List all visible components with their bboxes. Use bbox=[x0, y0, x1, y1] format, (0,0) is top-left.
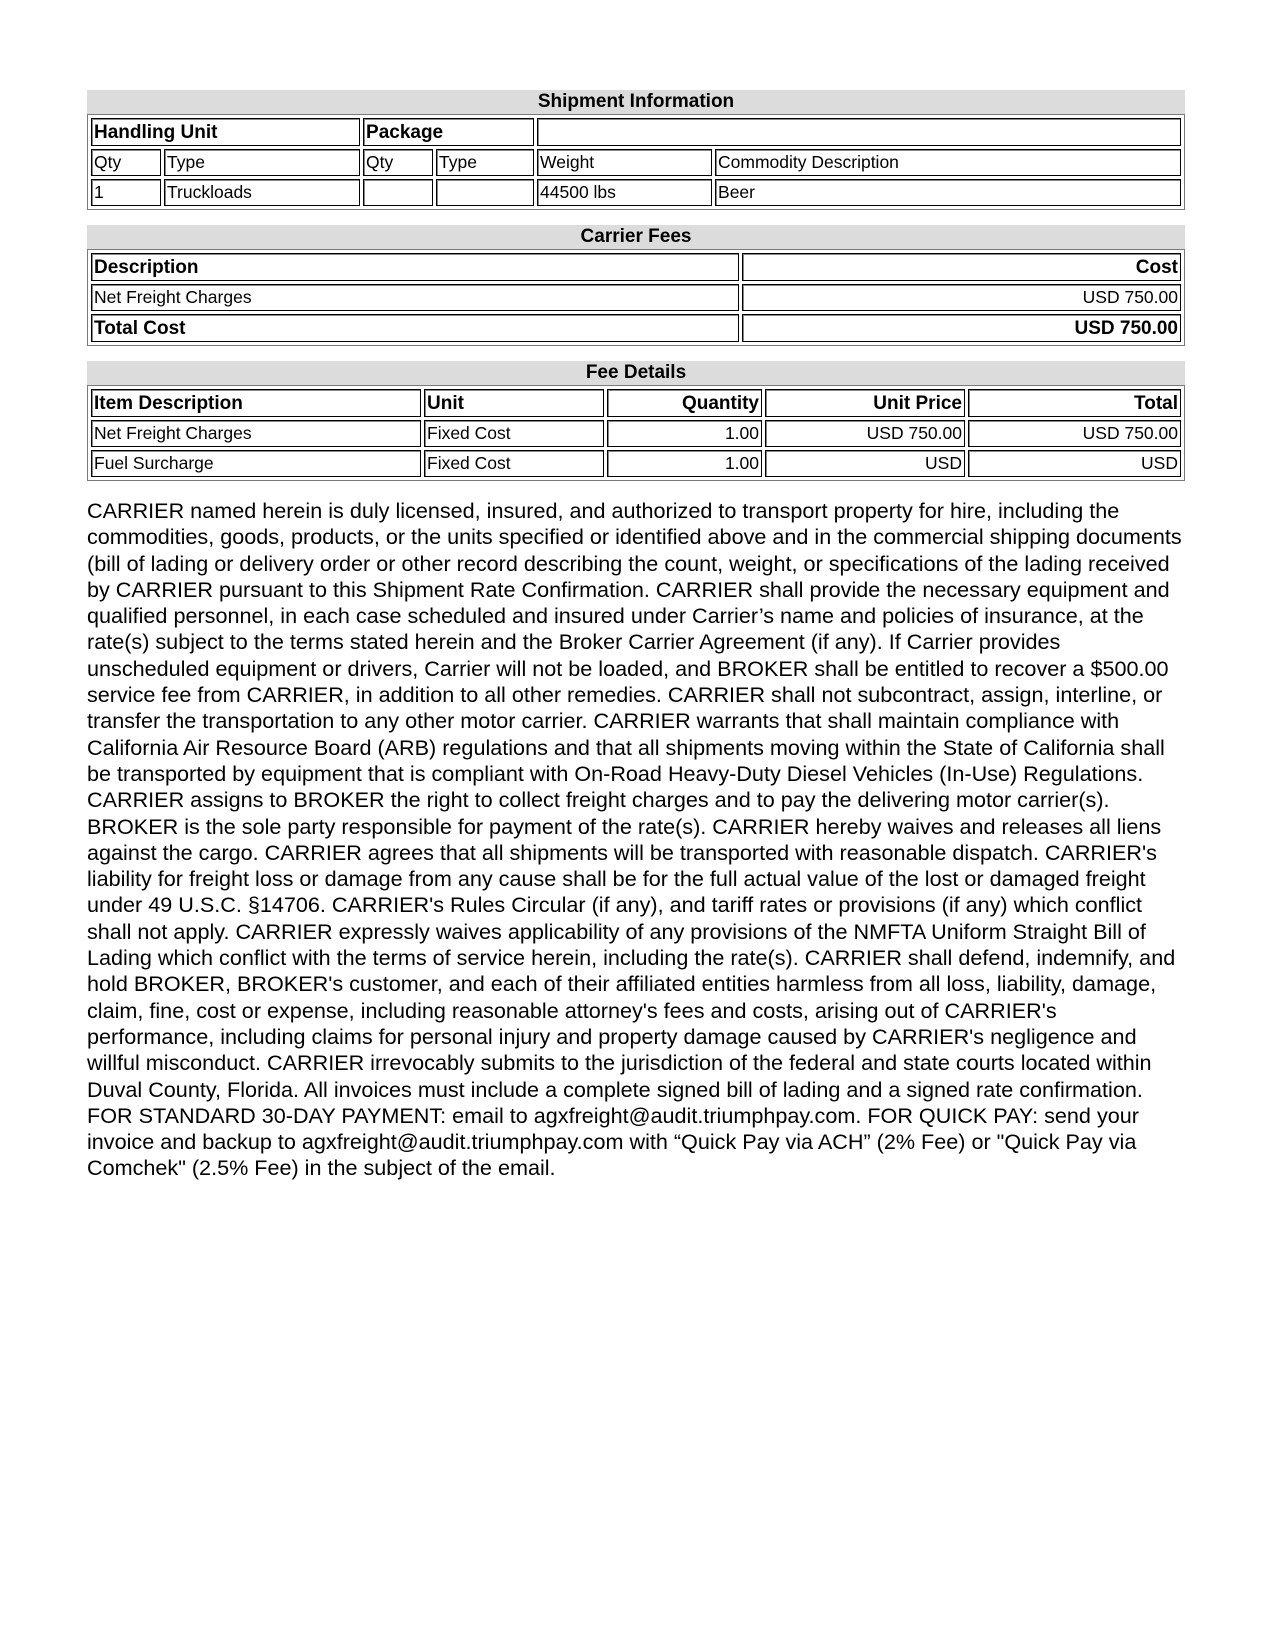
commodity-cell: Beer bbox=[715, 179, 1181, 206]
handling-unit-header: Handling Unit bbox=[91, 118, 360, 146]
empty-header-cell bbox=[537, 118, 1181, 146]
cost-header: Cost bbox=[742, 253, 1181, 281]
unit-header: Unit bbox=[424, 389, 604, 417]
table-row bbox=[91, 450, 1181, 477]
handling-type-cell: Truckloads bbox=[164, 179, 360, 206]
table-row bbox=[91, 420, 1181, 447]
carrier-fees-title: Carrier Fees bbox=[87, 225, 1185, 249]
column-header: Type bbox=[164, 149, 360, 176]
shipment-group-header-row bbox=[91, 118, 1181, 146]
column-header: Commodity Description bbox=[715, 149, 1181, 176]
total-cost-label: Total Cost bbox=[91, 314, 739, 342]
terms-paragraph: CARRIER named herein is duly licensed, insured, and authorized to transport property for hire, including the commodities, goods, products, or the units specified or identified above and in the commercial shipping documents (bill of lading or delivery order or other record describing the count, weight, or specifications of the lading received by CARRIER pursuant to this Shipment Rate Confirmation. CARRIER shall provide the necessary equipment and qualified personnel, in each case scheduled and insured under Carrier’s name and policies of insurance, at the rate(s) subject to the terms stated herein and the Broker Carrier Agreement (if any). If Carrier provides unscheduled equipment or drivers, Carrier will not be loaded, and BROKER shall be entitled to recover a $500.00 service fee from CARRIER, in addition to all other remedies. CARRIER shall not subcontract, assign, interline, or transfer the transportation to any other motor carrier. CARRIER warrants that shall maintain compliance with California Air Resource Board (ARB) regulations and that all shipments moving within the State of California shall be transported by equipment that is compliant with On-Road Heavy-Duty Diesel Vehicles (In-Use) Regulations. CARRIER assigns to BROKER the right to collect freight charges and to pay the delivering motor carrier(s). BROKER is the sole party responsible for payment of the rate(s). CARRIER hereby waives and releases all liens against the cargo. CARRIER agrees that all shipments will be transported with reasonable dispatch. CARRIER's liability for freight loss or damage from any cause shall be for the full actual value of the lost or damaged freight under 49 U.S.C. §14706. CARRIER's Rules Circular (if any), and tariff rates or provisions (if any) which conflict shall not apply. CARRIER expressly waives applicability of any provisions of the NMFTA Uniform Straight Bill of Lading which conflict with the terms of service herein, including the rate(s). CARRIER shall defend, indemnify, and hold BROKER, BROKER's customer, and each of their affiliated entities harmless from all loss, liability, damage, claim, fine, cost or expense, including reasonable attorney's fees and costs, arising out of CARRIER's performance, including claims for personal injury and property damage caused by CARRIER's negligence and willful misconduct. CARRIER irrevocably submits to the jurisdiction of the federal and state courts located within Duval County, Florida. All invoices must include a complete signed bill of lading and a signed rate confirmation. FOR STANDARD 30-DAY PAYMENT: email to agxfreight@audit.triumphpay.com. FOR QUICK PAY: send your invoice and backup to agxfreight@audit.triumphpay.com with “Quick Pay via ACH” (2% Fee) or "Quick Pay via Comchek" (2.5% Fee) in the subject of the email. bbox=[87, 498, 1182, 1181]
total-cell: USD 750.00 bbox=[968, 420, 1181, 447]
fee-cost-cell: USD 750.00 bbox=[742, 284, 1181, 311]
package-qty-cell bbox=[363, 179, 433, 206]
package-type-cell bbox=[436, 179, 534, 206]
unit-price-cell: USD bbox=[765, 450, 965, 477]
total-cost-value: USD 750.00 bbox=[742, 314, 1181, 342]
shipment-table bbox=[87, 114, 1185, 210]
quantity-cell: 1.00 bbox=[607, 450, 762, 477]
rate-confirmation-page bbox=[87, 90, 1185, 1182]
description-header: Description bbox=[91, 253, 739, 281]
shipment-information-section bbox=[87, 90, 1185, 210]
carrier-fees-table bbox=[87, 249, 1185, 346]
quantity-header: Quantity bbox=[607, 389, 762, 417]
total-header: Total bbox=[968, 389, 1181, 417]
total-cost-row bbox=[91, 314, 1181, 342]
item-description-header: Item Description bbox=[91, 389, 421, 417]
shipment-column-header-row bbox=[91, 149, 1181, 176]
handling-qty-cell: 1 bbox=[91, 179, 161, 206]
package-header: Package bbox=[363, 118, 534, 146]
unit-price-cell: USD 750.00 bbox=[765, 420, 965, 447]
fee-details-header-row bbox=[91, 389, 1181, 417]
item-description-cell: Fuel Surcharge bbox=[91, 450, 421, 477]
fee-description-cell: Net Freight Charges bbox=[91, 284, 739, 311]
shipment-information-title: Shipment Information bbox=[87, 90, 1185, 114]
table-row bbox=[91, 284, 1181, 311]
total-cell: USD bbox=[968, 450, 1181, 477]
quantity-cell: 1.00 bbox=[607, 420, 762, 447]
item-description-cell: Net Freight Charges bbox=[91, 420, 421, 447]
table-row bbox=[91, 179, 1181, 206]
column-header: Type bbox=[436, 149, 534, 176]
column-header: Weight bbox=[537, 149, 712, 176]
carrier-fees-section bbox=[87, 225, 1185, 346]
unit-price-header: Unit Price bbox=[765, 389, 965, 417]
column-header: Qty bbox=[91, 149, 161, 176]
fee-details-table bbox=[87, 385, 1185, 481]
fee-details-section bbox=[87, 361, 1185, 481]
column-header: Qty bbox=[363, 149, 433, 176]
unit-cell: Fixed Cost bbox=[424, 450, 604, 477]
carrier-fees-header-row bbox=[91, 253, 1181, 281]
fee-details-title: Fee Details bbox=[87, 361, 1185, 385]
weight-cell: 44500 lbs bbox=[537, 179, 712, 206]
unit-cell: Fixed Cost bbox=[424, 420, 604, 447]
